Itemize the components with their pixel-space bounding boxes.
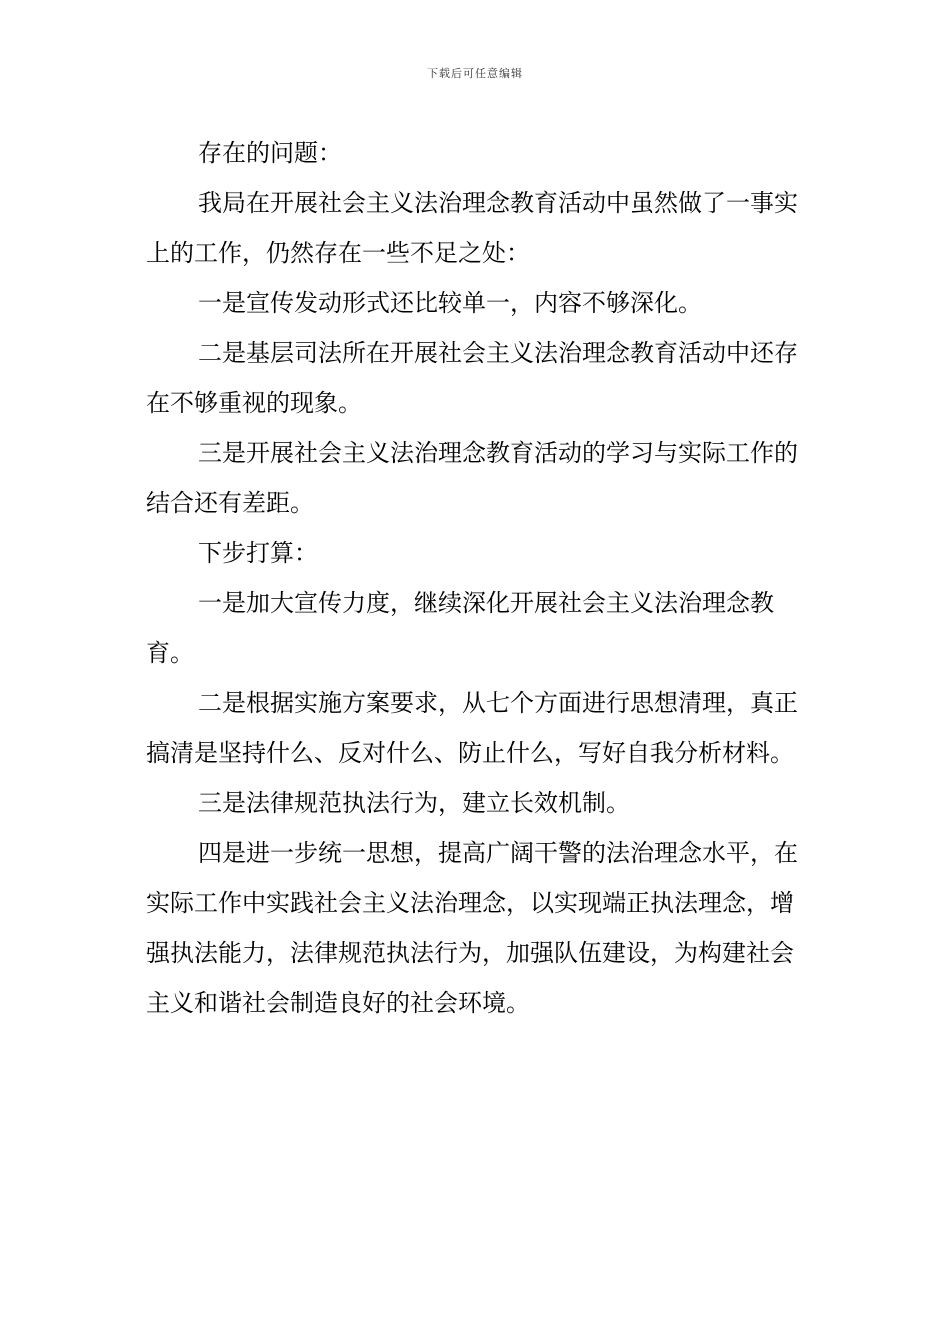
paragraph-plan-2: 二是根据实施方案要求，从七个方面进行思想清理，真正搞清是坚持什么、反对什么、防止什么，写好自我分析材料。 [146, 689, 798, 767]
paragraph-problem-3: 三是开展社会主义法治理念教育活动的学习与实际工作的结合还有差距。 [146, 439, 798, 517]
document-body [146, 128, 816, 1028]
paragraph-plan-3: 三是法律规范执法行为，建立长效机制。 [198, 789, 630, 817]
paragraph-problem-1: 一是宣传发动形式还比较单一，内容不够深化。 [198, 289, 702, 317]
section-heading-problems: 存在的问题： [198, 139, 342, 167]
paragraph-intro: 我局在开展社会主义法治理念教育活动中虽然做了一事实上的工作，仍然存在一些不足之处： [146, 189, 798, 267]
page-header: 下载后可任意编辑 [427, 67, 523, 80]
paragraph-problem-2: 二是基层司法所在开展社会主义法治理念教育活动中还存在不够重视的现象。 [146, 339, 798, 417]
section-heading-plans: 下步打算： [198, 539, 318, 567]
paragraph-plan-1: 一是加大宣传力度，继续深化开展社会主义法治理念教育。 [146, 589, 774, 667]
paragraph-plan-4: 四是进一步统一思想，提高广阔干警的法治理念水平，在实际工作中实践社会主义法治理念，以实现端正执法理念，增强执法能力，法律规范执法行为，加强队伍建设，为构建社会主义和谐社会制造良好的社会环境。 [146, 839, 798, 1017]
